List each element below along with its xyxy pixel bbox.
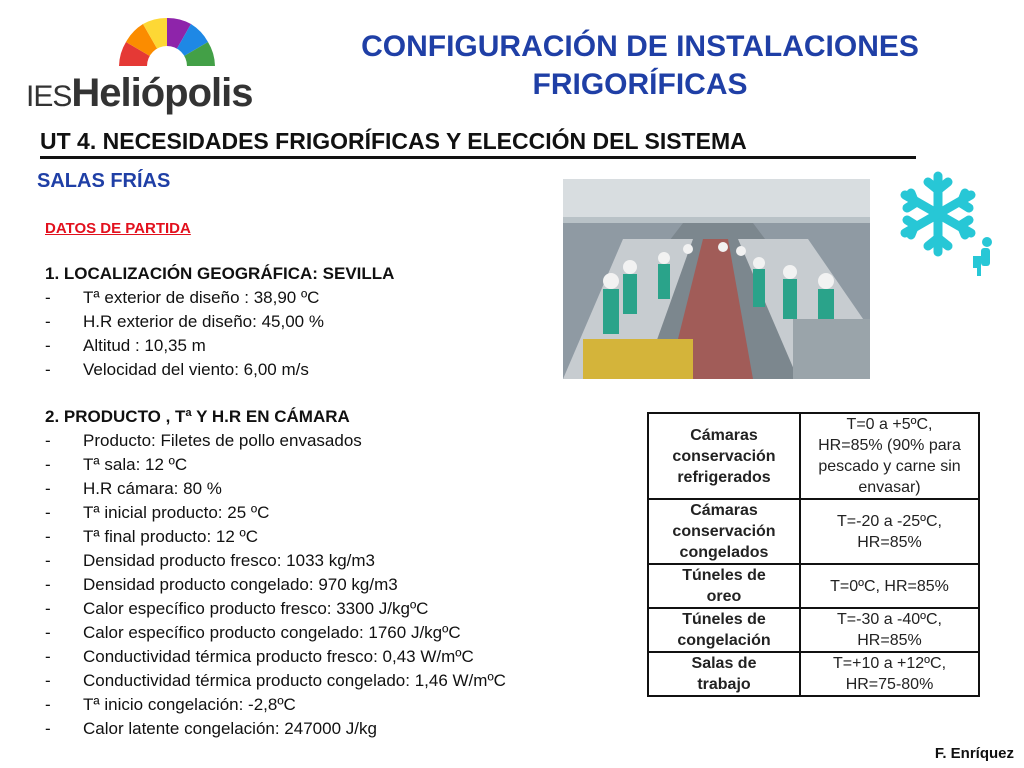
unit-subtitle: UT 4. NECESIDADES FRIGORÍFICAS Y ELECCIÓN DEL SISTEMA	[40, 128, 747, 154]
table-row	[648, 499, 979, 564]
location-list	[45, 286, 394, 382]
list-item: - Tª final producto: 12 ºC	[45, 525, 506, 549]
table-cell-conditions: T=0 a +5ºC, HR=85% (90% para pescado y carne sin envasar)	[800, 413, 979, 499]
section-title: SALAS FRÍAS	[37, 170, 171, 192]
list-item: - Producto: Filetes de pollo envasados	[45, 429, 506, 453]
table-row	[648, 413, 979, 499]
list-item: - Conductividad térmica producto fresco: 0,43 W/mºC	[45, 645, 506, 669]
table-cell-conditions: T=0ºC, HR=85%	[800, 564, 979, 608]
list-item: - Calor específico producto fresco: 3300 J/kgºC	[45, 597, 506, 621]
product-list	[45, 429, 506, 741]
author-credit: F. Enríquez	[934, 745, 1014, 762]
datos-label: DATOS DE PARTIDA	[45, 220, 191, 237]
title-line-1: CONFIGURACIÓN DE INSTALACIONES	[361, 30, 919, 63]
subtitle-underline	[40, 156, 916, 159]
table-row	[648, 652, 979, 696]
list-item: - H.R exterior de diseño: 45,00 %	[45, 310, 394, 334]
table-row	[648, 608, 979, 652]
list-item: - Conductividad térmica producto congelado: 1,46 W/mºC	[45, 669, 506, 693]
list-item: - Altitud : 10,35 m	[45, 334, 394, 358]
logo-prefix: IES	[26, 80, 72, 113]
product-block	[45, 405, 506, 741]
list-item: - Calor latente congelación: 247000 J/kg	[45, 717, 506, 741]
school-logo	[22, 16, 253, 116]
product-heading: 2. PRODUCTO , Tª Y H.R EN CÁMARA	[45, 407, 350, 426]
table-cell-conditions: T=-20 a -25ºC, HR=85%	[800, 499, 979, 564]
list-item: - Calor específico producto congelado: 1760 J/kgºC	[45, 621, 506, 645]
logo-name: Heliópolis	[71, 71, 253, 115]
location-block	[45, 262, 394, 382]
factory-photo	[563, 179, 870, 379]
list-item: - H.R cámara: 80 %	[45, 477, 506, 501]
logo-text	[26, 71, 253, 116]
list-item: - Tª inicial producto: 25 ºC	[45, 501, 506, 525]
table-cell-type: Túneles de congelación	[648, 608, 800, 652]
list-item: - Tª inicio congelación: -2,8ºC	[45, 693, 506, 717]
table-cell-type: Salas de trabajo	[648, 652, 800, 696]
table-cell-type: Cámaras conservación congelados	[648, 499, 800, 564]
list-item: - Tª sala: 12 ºC	[45, 453, 506, 477]
list-item: - Densidad producto congelado: 970 kg/m3	[45, 573, 506, 597]
list-item: - Densidad producto fresco: 1033 kg/m3	[45, 549, 506, 573]
list-item: - Velocidad del viento: 6,00 m/s	[45, 358, 394, 382]
table-cell-conditions: T=+10 a +12ºC, HR=75-80%	[800, 652, 979, 696]
list-item: - Tª exterior de diseño : 38,90 ºC	[45, 286, 394, 310]
table-cell-type: Cámaras conservación refrigerados	[648, 413, 800, 499]
conditions-table	[647, 412, 980, 697]
table-cell-conditions: T=-30 a -40ºC, HR=85%	[800, 608, 979, 652]
table-cell-type: Túneles de oreo	[648, 564, 800, 608]
rainbow-logo-icon	[117, 16, 217, 68]
location-heading: 1. LOCALIZACIÓN GEOGRÁFICA: SEVILLA	[45, 264, 395, 283]
page-title	[290, 28, 990, 104]
snowflake-icon	[893, 168, 1003, 278]
title-line-2: FRIGORÍFICAS	[532, 68, 748, 101]
table-row	[648, 564, 979, 608]
